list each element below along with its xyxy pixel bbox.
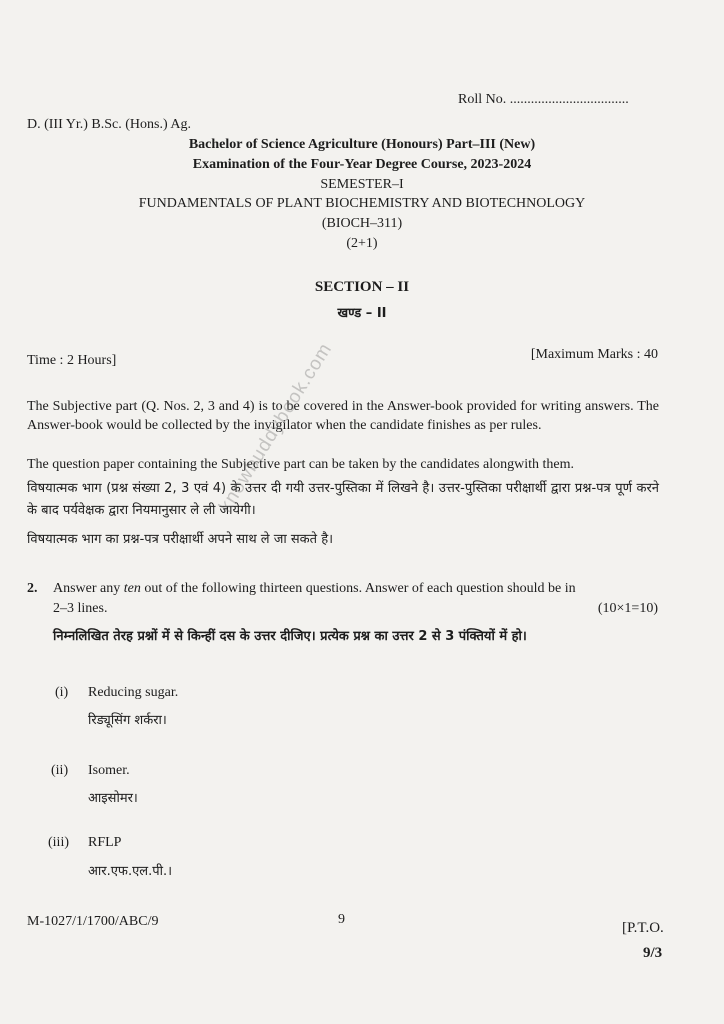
section-heading: SECTION – II [314, 279, 410, 295]
instruction-english-2: The question paper containing the Subjective part can be taken by the candidates alongwith them. [27, 457, 574, 472]
sub-question-number: (ii) [51, 763, 69, 778]
please-turn-over: [P.T.O. [622, 920, 664, 936]
sub-question-number: (i) [55, 685, 69, 700]
question-text-start: Answer any [53, 581, 124, 596]
sub-question-hindi: आर.एफ.एल.पी.। [88, 864, 173, 879]
section-heading-hindi: खण्ड – II [337, 306, 387, 321]
course-code: D. (III Yr.) B.Sc. (Hons.) Ag. [27, 117, 191, 132]
question-text [53, 581, 659, 597]
subject-code: (BIOCH–311) [321, 216, 403, 231]
question-text-emphasis: ten [123, 581, 141, 596]
question-text-end: out of the following thirteen questions. Answer of each question should be in [140, 581, 576, 596]
sub-question-english: Reducing sugar. [88, 685, 179, 700]
sub-question-english: Isomer. [88, 763, 130, 778]
sub-question-number: (iii) [48, 835, 69, 850]
time-allowed: Time : 2 Hours] [27, 353, 117, 368]
page-mark: 9/3 [643, 945, 663, 961]
credit-hours: (2+1) [346, 236, 378, 251]
question-text-hindi: निम्नलिखित तेरह प्रश्नों में से किन्हीं दस के उत्तर दीजिए। प्रत्येक प्रश्न का उत्तर 2 से 3 पंक्तियों में हो। [53, 629, 527, 644]
subject-title: FUNDAMENTALS OF PLANT BIOCHEMISTRY AND BIOTECHNOLOGY [138, 196, 586, 211]
sub-question-hindi: रिड्यूसिंग शर्करा। [88, 713, 167, 728]
sub-question-hindi: आइसोमर। [88, 791, 138, 806]
page-number: 9 [338, 912, 345, 927]
sub-question-english: RFLP [88, 835, 122, 850]
exam-title: Examination of the Four-Year Degree Course, 2023-2024 [192, 157, 532, 172]
program-title: Bachelor of Science Agriculture (Honours) Part–III (New) [188, 137, 536, 152]
instruction-english-1: The Subjective part (Q. Nos. 2, 3 and 4) is to be covered in the Answer-book provided for writing answers. The Answer-book would be collected by the invigilator when the candidate finishes as per rules. [27, 399, 659, 433]
maximum-marks: [Maximum Marks : 40 [530, 347, 658, 362]
roll-number-field: Roll No. .................................. [458, 92, 629, 107]
watermark: knowbuddybook.com [215, 339, 337, 517]
question-text-line2: 2–3 lines. [53, 601, 108, 616]
instruction-hindi-1: विषयात्मक भाग (प्रश्न संख्या 2, 3 एवं 4) के उत्तर दी गयी उत्तर-पुस्तिका में लिखने है। उत्तर-पुस्तिका परीक्षार्थी द्वारा प्रश्न-पत्र पूर्ण करने के बाद पर्यवेक्षक द्वारा नियमानुसार ले ली जायेगी। [27, 481, 659, 518]
instruction-hindi-2: विषयात्मक भाग का प्रश्न-पत्र परीक्षार्थी अपने साथ ले जा सकते है। [27, 532, 334, 547]
question-marks: (10×1=10) [597, 601, 658, 616]
question-number: 2. [27, 581, 38, 596]
paper-code: M-1027/1/1700/ABC/9 [27, 914, 159, 929]
semester-label: SEMESTER–I [320, 177, 404, 192]
